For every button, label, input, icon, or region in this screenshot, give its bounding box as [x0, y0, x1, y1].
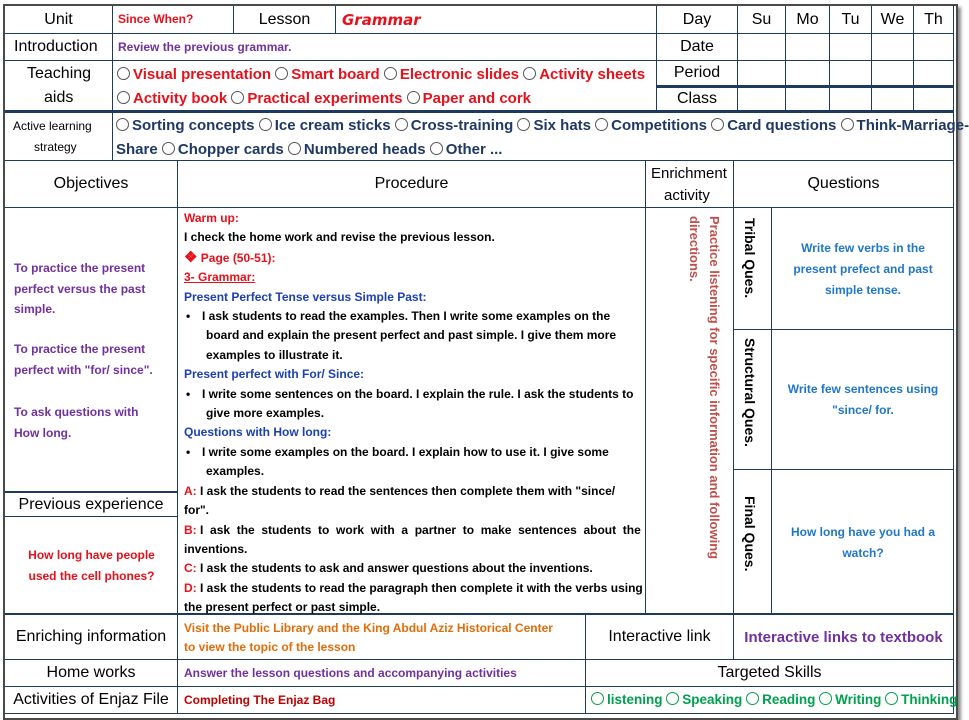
lesson-value: Grammar: [342, 11, 421, 29]
interactive-link-value-cell: [734, 614, 954, 660]
previous-experience-question: [5, 545, 178, 586]
checkbox-thinking[interactable]: [885, 692, 898, 705]
interactive-link-label-cell: [586, 614, 734, 660]
checkbox-card-questions[interactable]: [711, 118, 724, 131]
step-d-text: I ask the students to read the paragraph then complete it with the verbs using: [200, 580, 643, 595]
final-label-cell: [734, 470, 772, 614]
objectives-cell: [5, 208, 178, 492]
checkbox-competitions[interactable]: [595, 118, 608, 131]
section2-line1: • I write some sentences on the board. I explain the rule. I ask the students to: [184, 385, 632, 404]
skill-listening: listening: [607, 692, 663, 707]
enrichment-line2: directions.: [687, 216, 702, 282]
date-label-cell: [657, 34, 738, 61]
objectives-header-cell: [5, 161, 178, 208]
home-works-value-cell: [178, 660, 586, 687]
objective-2-line2: perfect with "for/ since".: [14, 362, 153, 377]
section2-line2: give more examples.: [206, 406, 325, 421]
grammar-heading: 3- Grammar:: [184, 270, 256, 285]
tribal-question: [772, 238, 954, 301]
strategy-card-questions: Card questions: [727, 117, 837, 134]
unit-label: Unit: [44, 10, 73, 28]
objectives-header: Objectives: [53, 175, 129, 192]
checkbox-listening[interactable]: [591, 692, 604, 705]
diamond-bullet-icon: ❖: [184, 248, 198, 266]
final-label: Final Ques.: [742, 496, 758, 572]
skill-writing: Writing: [835, 692, 882, 707]
lesson-value-cell: [336, 6, 657, 34]
step-c-text: I ask the students to ask and answer questions about the inventions.: [200, 561, 593, 576]
section1-line1: • I ask students to read the examples. Then I write some examples on the: [184, 307, 632, 326]
checkbox-reading[interactable]: [746, 692, 759, 705]
tribal-question-line2: present prefect and past: [793, 262, 933, 276]
teaching-aids-value-cell: [113, 61, 657, 111]
targeted-skills-label: Targeted Skills: [717, 664, 822, 681]
strategy-numbered-heads: Numbered heads: [303, 141, 426, 158]
checkbox-ice-cream-sticks[interactable]: [259, 118, 272, 131]
previous-experience-line2: used the cell phones?: [28, 568, 155, 583]
period-label: Period: [673, 64, 721, 81]
enjaz-label: Activities of Enjaz File: [13, 691, 169, 708]
strategy-share: Share: [116, 141, 158, 158]
final-question-line2: watch?: [842, 546, 884, 560]
aid-practical-experiments: Practical experiments: [247, 90, 403, 107]
aid-activity-book: Activity book: [133, 90, 228, 107]
previous-experience-label-cell: [5, 492, 178, 517]
day-label-cell: [657, 6, 738, 34]
unit-value-cell: [113, 6, 234, 34]
strategy-sorting-concepts: Sorting concepts: [132, 117, 255, 134]
enrichment-header-line1: Enrichment: [651, 165, 727, 182]
date-th-cell: [914, 34, 954, 61]
section2-title: Present perfect with For/ Since:: [184, 367, 365, 382]
home-works-label: Home works: [46, 664, 136, 681]
step-c-letter: C:: [184, 561, 197, 576]
structural-label-cell: [734, 330, 772, 470]
day-mo-cell: [786, 6, 830, 34]
tribal-question-cell: [772, 208, 954, 330]
objective-3-line1: To ask questions with: [14, 405, 139, 419]
day-th-cell: [914, 6, 954, 34]
procedure-header-cell: [178, 161, 646, 208]
date-mo-cell: [786, 34, 830, 61]
day-we-cell: [872, 6, 914, 34]
structural-question-cell: [772, 330, 954, 470]
strategy-think-marriage: Think-Marriage-: [856, 117, 969, 134]
class-label: Class: [676, 90, 717, 107]
period-tu-cell: [830, 61, 872, 86]
enrichment-header-line2: activity: [664, 187, 710, 204]
strategy-other: Other ...: [445, 141, 503, 158]
enjaz-label-cell: [5, 687, 178, 714]
step-d-letter: D:: [184, 580, 197, 595]
enriching-value-cell: [178, 614, 586, 660]
tribal-label: Tribal Ques.: [742, 218, 758, 299]
teaching-aids-row2: [117, 90, 531, 107]
previous-experience-value-cell: [5, 517, 178, 614]
class-we-cell: [872, 86, 914, 111]
structural-question-line1: Write few sentences using: [787, 382, 939, 396]
step-b-letter: B:: [184, 522, 197, 537]
step-a-line2: for".: [184, 503, 210, 518]
enjaz-value-cell: [178, 687, 586, 714]
objective-3-line2: How long.: [14, 425, 72, 440]
aid-paper-and-cork: Paper and cork: [422, 90, 532, 107]
checkbox-other[interactable]: [430, 142, 443, 155]
objective-1-line1: To practice the present: [14, 261, 146, 275]
structural-question: [772, 379, 954, 421]
day-we: We: [880, 10, 905, 28]
skills-options: [591, 692, 957, 707]
day-mo: Mo: [796, 10, 819, 28]
objective-1-line2: perfect versus the past: [14, 281, 146, 296]
class-tu-cell: [830, 86, 872, 111]
enjaz-value: Completing The Enjaz Bag: [184, 693, 336, 707]
objective-1: [14, 258, 145, 320]
section1-title: Present Perfect Tense versus Simple Past:: [184, 289, 427, 304]
warm-up-heading: Warm up:: [184, 211, 239, 225]
section1-line2: board and explain the present perfect and past simple. I give them more: [206, 328, 617, 343]
introduction-label-cell: [5, 34, 113, 61]
aid-visual-presentation: Visual presentation: [133, 66, 272, 83]
previous-experience-label: Previous experience: [18, 495, 164, 513]
checkbox-paper-and-cork[interactable]: [407, 91, 420, 104]
structural-label: Structural Ques.: [742, 338, 758, 447]
tribal-question-line1: Write few verbs in the: [801, 241, 925, 255]
day-su-cell: [738, 6, 786, 34]
checkbox-electronic-slides[interactable]: [384, 67, 397, 80]
day-tu: Tu: [841, 10, 860, 28]
objective-3: [14, 402, 138, 443]
enriching-value: [184, 619, 553, 657]
section1-line3: examples to illustrate it.: [206, 347, 343, 362]
objective-2-line1: To practice the present: [14, 342, 146, 356]
active-learning-row2: [116, 141, 502, 158]
step-a-line1: [184, 482, 632, 501]
teaching-aids-label-line2: aids: [44, 89, 74, 106]
active-learning-label-cell: [5, 111, 113, 161]
class-mo-cell: [786, 86, 830, 111]
introduction-label: Introduction: [14, 38, 98, 55]
aid-electronic-slides: Electronic slides: [399, 66, 520, 83]
enrichment-header-cell: [646, 161, 734, 208]
tribal-question-line3: simple tense.: [824, 283, 902, 297]
strategy-chopper-cards: Chopper cards: [177, 141, 284, 158]
period-label-cell: [657, 61, 738, 86]
teaching-aids-row1: [117, 66, 645, 83]
questions-header: Questions: [807, 175, 880, 192]
day-su: Su: [751, 10, 772, 28]
checkbox-chopper-cards[interactable]: [162, 142, 175, 155]
procedure-header: Procedure: [374, 175, 449, 192]
aid-activity-sheets: Activity sheets: [539, 66, 646, 83]
warm-up-text: I check the home work and revise the previous lesson.: [184, 230, 495, 245]
active-learning-label-line1: Active learning: [13, 119, 92, 133]
checkbox-think-marriage-share[interactable]: [841, 118, 854, 131]
final-question-cell: [772, 470, 954, 614]
step-c-line1: [184, 559, 632, 578]
aid-smart-board: Smart board: [291, 66, 380, 83]
date-su-cell: [738, 34, 786, 61]
checkbox-activity-book[interactable]: [117, 91, 130, 104]
objective-1-line3: simple.: [14, 302, 56, 316]
checkbox-cross-training[interactable]: [395, 118, 408, 131]
lesson-label: Lesson: [258, 10, 311, 28]
enrichment-cell: [646, 208, 734, 614]
enriching-value-line1: Visit the Public Library and the King Abdul Aziz Historical Center: [184, 621, 553, 635]
strategy-six-hats: Six hats: [533, 117, 591, 134]
skill-thinking: Thinking: [901, 692, 958, 707]
day-th: Th: [924, 10, 943, 28]
unit-value: Since When?: [118, 12, 194, 26]
lesson-label-cell: [234, 6, 336, 34]
enriching-label-cell: [5, 614, 178, 660]
period-su-cell: [738, 61, 786, 86]
structural-question-line2: "since/ for.: [832, 403, 894, 417]
final-question-line1: How long have you had a: [790, 525, 936, 539]
unit-label-cell: [5, 6, 113, 34]
home-works-label-cell: [5, 660, 178, 687]
teaching-aids-label-cell: [5, 61, 113, 111]
questions-header-cell: [734, 161, 954, 208]
strategy-cross-training: Cross-training: [410, 117, 514, 134]
section3-line2: examples.: [206, 464, 265, 479]
checkbox-writing[interactable]: [819, 692, 832, 705]
teaching-aids-label-line1: Teaching: [27, 65, 92, 82]
home-works-value: Answer the lesson questions and accompanying activities: [184, 666, 517, 680]
skills-cell: [586, 687, 958, 714]
previous-experience-line1: How long have people: [28, 548, 155, 562]
checkbox-smart-board[interactable]: [275, 67, 288, 80]
period-we-cell: [872, 61, 914, 86]
class-th-cell: [914, 86, 954, 111]
step-d-line2: the present perfect or past simple.: [184, 600, 381, 615]
class-su-cell: [738, 86, 786, 111]
tribal-label-cell: [734, 208, 772, 330]
step-d-line1: [184, 579, 643, 598]
section3-line1: • I write some examples on the board. I explain how to use it. I give some: [184, 443, 632, 462]
active-learning-label-line2: strategy: [34, 140, 77, 154]
date-we-cell: [872, 34, 914, 61]
checkbox-speaking[interactable]: [666, 692, 679, 705]
page-reference: [184, 248, 632, 268]
interactive-link[interactable]: Interactive links to textbook: [744, 628, 943, 646]
active-learning-value-cell: [113, 111, 969, 161]
active-learning-row1: [116, 117, 969, 134]
strategy-competitions: Competitions: [611, 117, 708, 134]
day-label: Day: [682, 10, 712, 28]
step-b-text: I ask the students to work with a partner to make sentences about the: [200, 522, 641, 537]
enriching-label: Enriching information: [15, 628, 167, 645]
enrichment-text: [684, 216, 724, 559]
checkbox-visual-presentation[interactable]: [117, 67, 130, 80]
period-mo-cell: [786, 61, 830, 86]
date-tu-cell: [830, 34, 872, 61]
checkbox-activity-sheets[interactable]: [523, 67, 536, 80]
objective-2: [14, 339, 153, 380]
step-b-line2: inventions.: [184, 541, 248, 556]
class-label-cell: [657, 86, 738, 111]
checkbox-practical-experiments[interactable]: [231, 91, 244, 104]
checkbox-numbered-heads[interactable]: [288, 142, 301, 155]
interactive-link-label: Interactive link: [608, 628, 711, 645]
date-label: Date: [680, 38, 714, 55]
skill-speaking: Speaking: [682, 692, 743, 707]
step-a-text: I ask the students to read the sentences then complete them with "since/: [200, 483, 616, 498]
period-th-cell: [914, 61, 954, 86]
introduction-value-cell: [113, 34, 657, 61]
checkbox-sorting-concepts[interactable]: [116, 118, 129, 131]
strategy-ice-cream-sticks: Ice cream sticks: [274, 117, 391, 134]
page-reference-text: Page (50-51):: [200, 250, 276, 265]
targeted-skills-label-cell: [586, 660, 954, 687]
step-a-letter: A:: [184, 483, 197, 498]
skill-reading: Reading: [762, 692, 816, 707]
day-tu-cell: [830, 6, 872, 34]
checkbox-six-hats[interactable]: [517, 118, 530, 131]
step-b-line1: [184, 521, 641, 540]
section3-title: Questions with How long:: [184, 425, 332, 440]
final-question: [772, 522, 954, 564]
enrichment-line1: Practice listening for specific information and following: [707, 216, 722, 560]
enriching-value-line2: to view the topic of the lesson: [184, 640, 356, 654]
procedure-content: [184, 209, 643, 618]
introduction-value: Review the previous grammar.: [118, 40, 292, 54]
